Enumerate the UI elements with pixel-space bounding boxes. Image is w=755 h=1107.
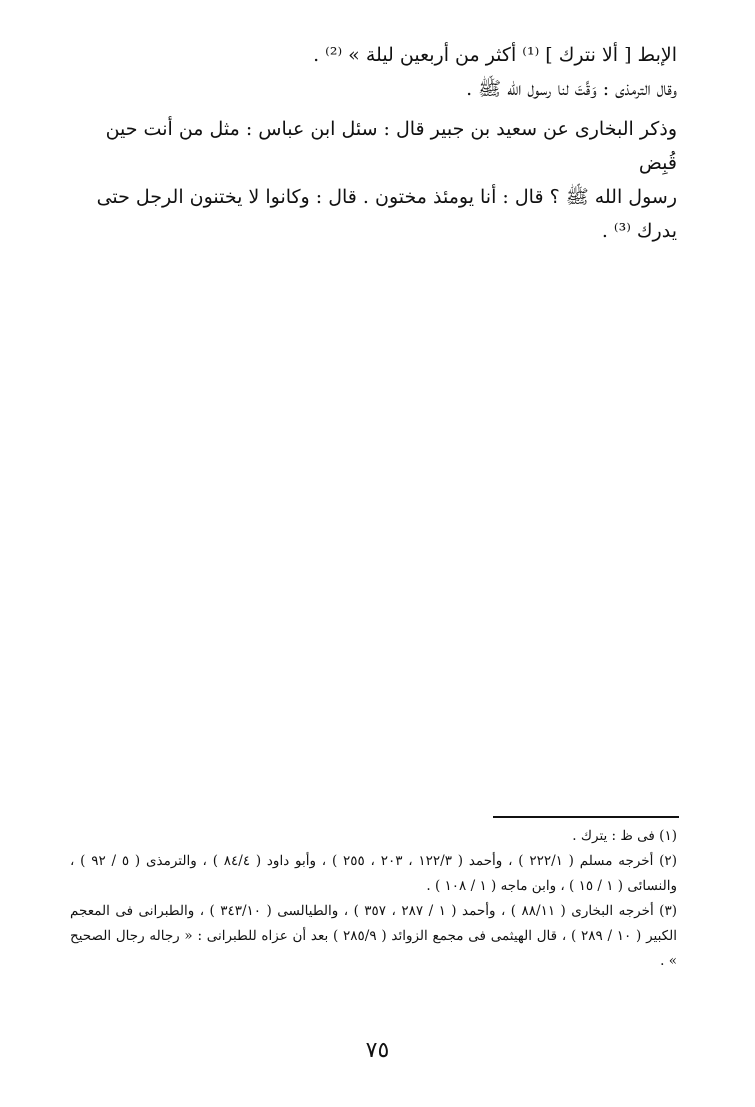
footnote-3: (٣) أخرجه البخارى ( ٨٨/١١ ) ، وأحمد ( ١ / ٢٨٧ ، ٣٥٧ ) ، والطيالسى ( ٣٤٣/١٠ ) ، والطبرانى فى المعجم الكبير ( ١٠ / ٢٨٩ ) ، قال الهيثمى فى مجمع الزوائد ( ٢٨٥/٩ ) بعد أن عزاه للطبرانى : « رجاله رجال الصحيح » .	[70, 903, 677, 969]
page-number: ٧٥	[365, 1038, 390, 1063]
text-line-4: رسول الله ﷺ ؟ قال : أنا يومئذ مختون . قال : وكانوا لا يختنون الرجل حتى يدرك ⁽³⁾ .	[96, 186, 677, 242]
footnote-1: (١) فى ظ : يترك .	[572, 828, 677, 844]
footnotes	[70, 824, 677, 974]
footnote-divider	[493, 816, 679, 818]
text-line-2: وقال الترمذى : وَقَّتَ لنا رسول الله ﷺ .	[466, 78, 677, 100]
text-line-3: وذكر البخارى عن سعيد بن جبير قال : سئل ابن عباس : مثل من أنت حين قُبِض	[105, 118, 677, 174]
footnote-2: (٢) أخرجه مسلم ( ٢٢٢/١ ) ، وأحمد ( ١٢٢/٣ ، ٢٠٣ ، ٢٥٥ ) ، وأبو داود ( ٨٤/٤ ) ، والترمذى ( ٥ / ٩٢ ) ، والنسائى ( ١ / ١٥ ) ، وابن ماجه ( ١ / ١٠٨ ) .	[70, 853, 677, 894]
text-line-1: الإبط [ ألا نترك ] ⁽¹⁾ أكثر من أربعين ليلة » ⁽²⁾ .	[313, 44, 677, 66]
main-text	[70, 38, 677, 248]
